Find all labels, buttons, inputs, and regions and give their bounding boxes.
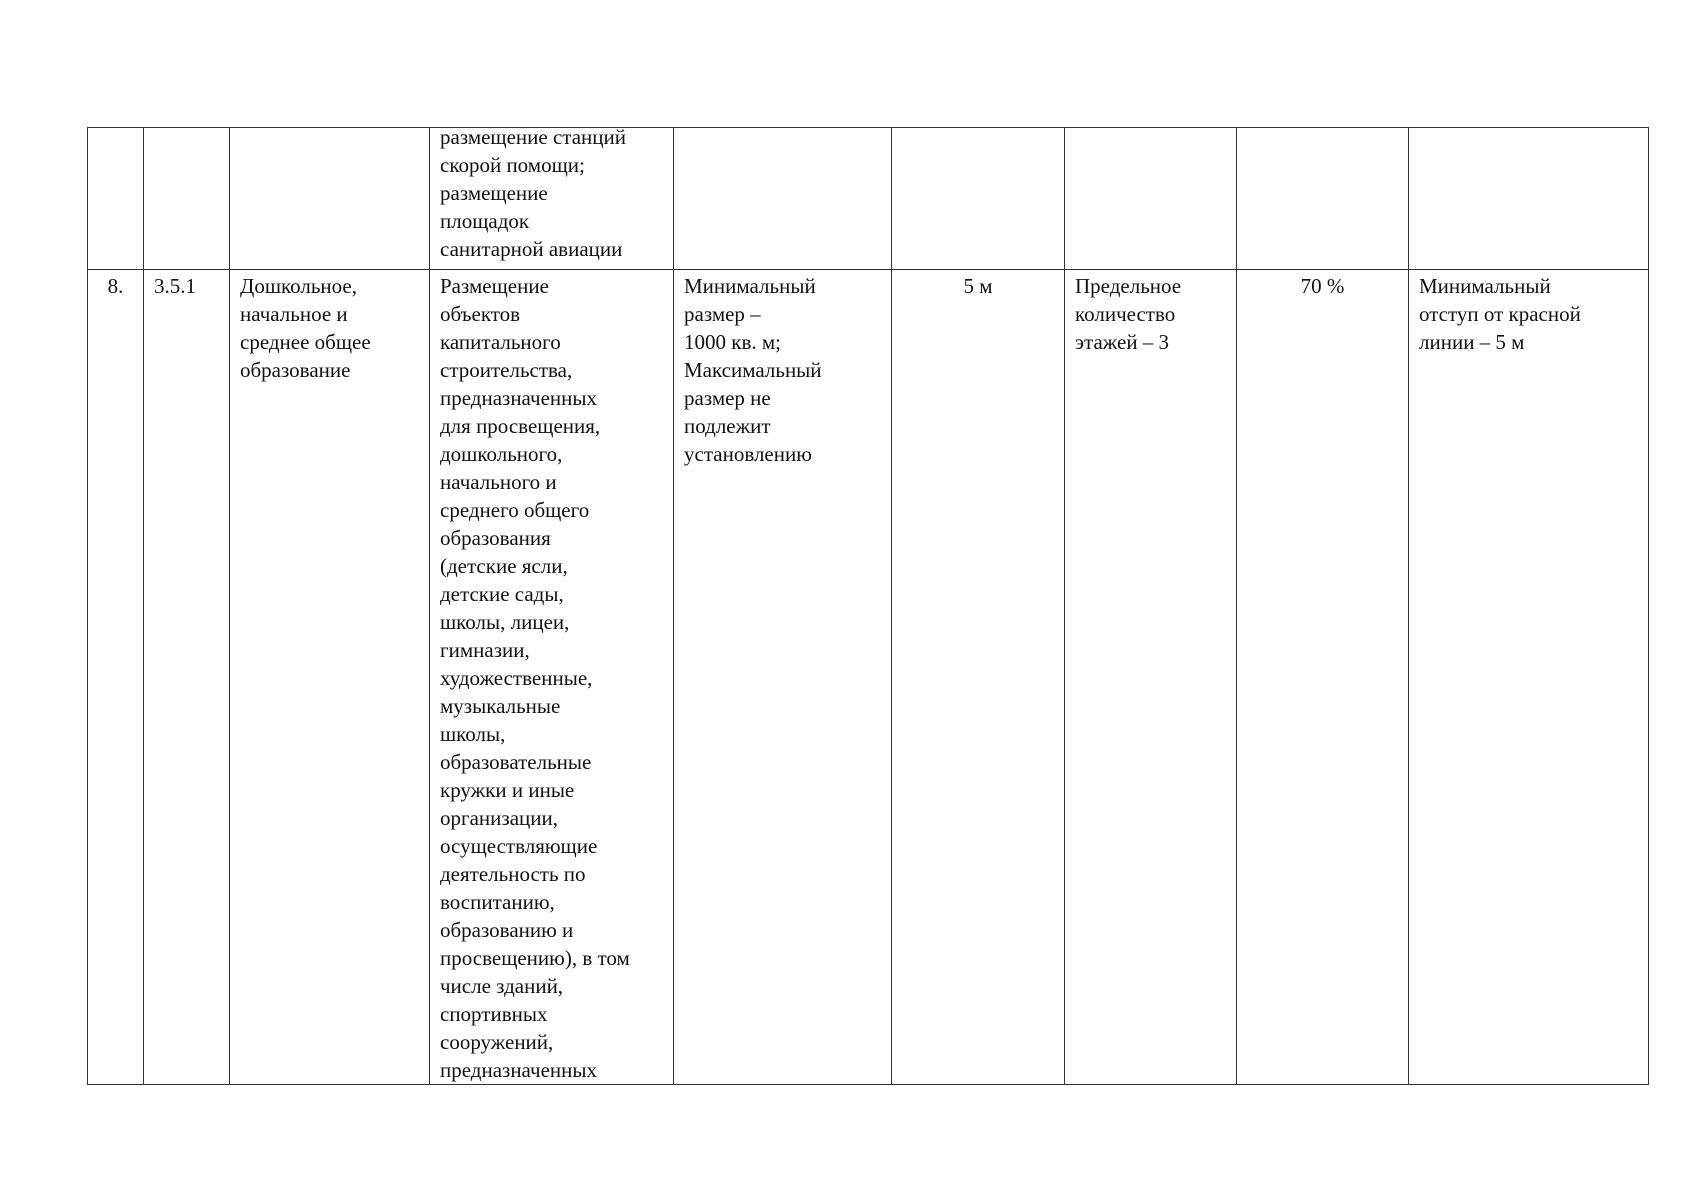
cell-use-name bbox=[230, 128, 430, 270]
cell-other-params: Минимальный отступ от красной линии – 5 м bbox=[1409, 270, 1649, 1085]
cell-floors bbox=[1065, 128, 1237, 270]
cell-number: 8. bbox=[88, 270, 144, 1085]
cell-number bbox=[88, 128, 144, 270]
zoning-regulations-table bbox=[87, 127, 1649, 1085]
cell-use-name: Дошкольное, начальное и среднее общее образование bbox=[230, 270, 430, 1085]
cell-use-description: Размещение объектов капитального строительства, предназначенных для просвещения, дошкольного, начального и среднего общего образования (детские ясли, детские сады, школы, лицеи, гимназии, художественные, музыкальные школы, образовательные кружки и иные организации, осуществляющие деятельность по воспитанию, образованию и просвещению), в том числе зданий, спортивных сооружений, предназначенных bbox=[430, 270, 674, 1085]
cell-plot-size: Минимальный размер – 1000 кв. м; Максимальный размер не подлежит установлению bbox=[674, 270, 892, 1085]
cell-code: 3.5.1 bbox=[144, 270, 230, 1085]
cell-coverage bbox=[1237, 128, 1409, 270]
cell-use-description: размещение станций скорой помощи; размещение площадок санитарной авиации bbox=[430, 128, 674, 270]
cell-code bbox=[144, 128, 230, 270]
cell-floors: Предельное количество этажей – 3 bbox=[1065, 270, 1237, 1085]
cell-plot-size bbox=[674, 128, 892, 270]
table-row bbox=[88, 270, 1649, 1085]
table-row bbox=[88, 128, 1649, 270]
cell-setback bbox=[892, 128, 1065, 270]
cell-other-params bbox=[1409, 128, 1649, 270]
cell-coverage: 70 % bbox=[1237, 270, 1409, 1085]
cell-setback: 5 м bbox=[892, 270, 1065, 1085]
